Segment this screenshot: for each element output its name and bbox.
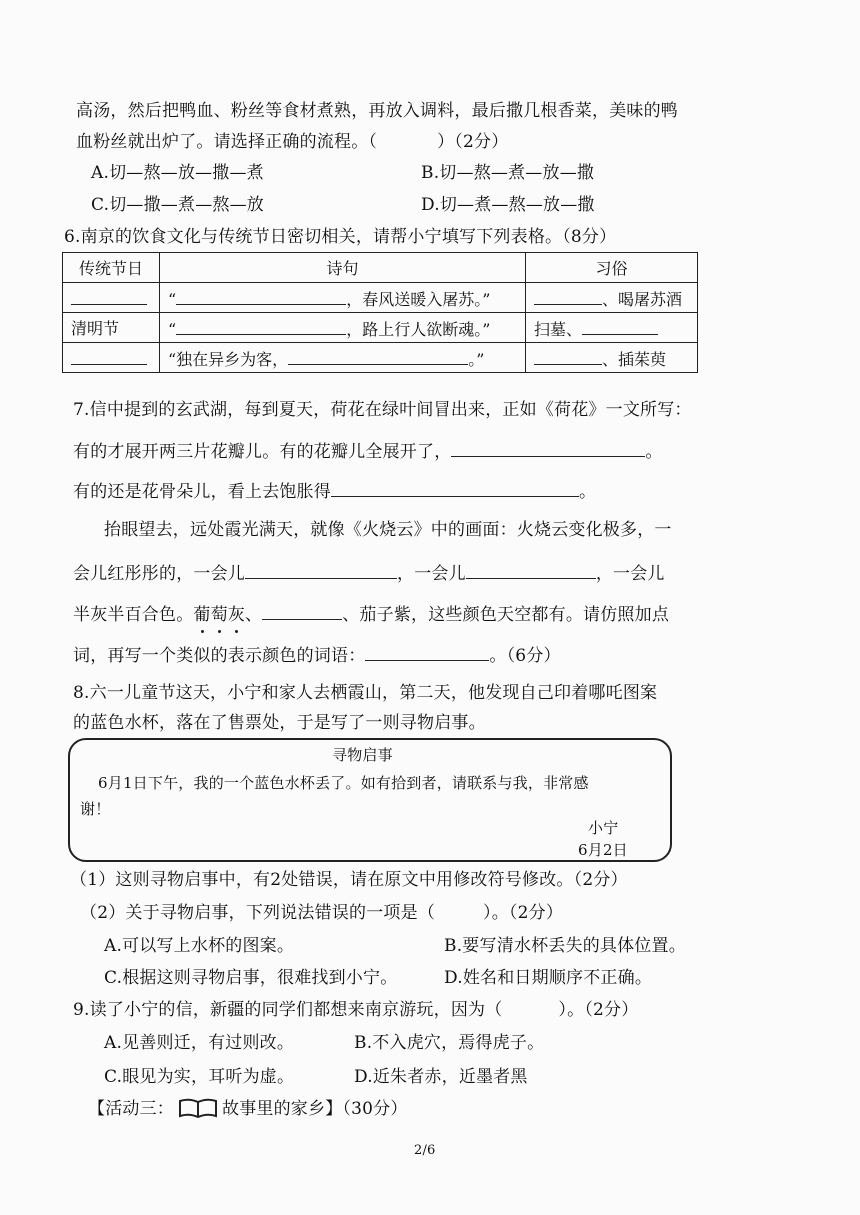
q7-line6 [73, 601, 669, 626]
q8-option-a: A.可以写上水杯的图案。 [104, 936, 295, 956]
poem-text: ，春风送暖入屠苏。” [346, 289, 491, 309]
quote-open: “ [168, 289, 177, 309]
q5-line1: 高汤，然后把鸭血、粉丝等食材煮熟，再放入调料，最后撒几根香菜，美味的鸭 [76, 101, 678, 121]
festival-table [62, 252, 698, 373]
q7-blank[interactable] [365, 642, 489, 661]
poem-cell [160, 343, 526, 373]
q5-line2-text: 血粉丝就出炉了。请选择正确的流程。（ [76, 132, 378, 152]
q9-option-a: A.见善则迁，有过则改。 [104, 1033, 295, 1053]
q7-blank[interactable] [331, 478, 579, 497]
q8-line2: 的蓝色水杯，落在了售票处，于是写了一则寻物启事。 [73, 713, 486, 733]
q8-option-c: C.根据这则寻物启事，很难找到小宁。 [104, 968, 398, 988]
q7-blank[interactable] [262, 601, 342, 620]
lost-notice-box [68, 738, 672, 862]
table-header-row [63, 253, 698, 283]
q7-text: 、 [245, 605, 263, 625]
q9-text: ）。（2分） [558, 1000, 639, 1020]
q6-stem: 6.南京的饮食文化与传统节日密切相关，请帮小宁填写下列表格。（8分） [64, 227, 617, 247]
dotted-char: 萄 [210, 605, 228, 625]
custom-blank[interactable] [534, 346, 602, 365]
poem-blank[interactable] [176, 286, 346, 305]
q5-option-d: D.切—煮—熬—放—撒 [421, 195, 595, 215]
festival-blank[interactable] [71, 346, 147, 365]
activity3-heading [88, 1098, 408, 1120]
custom-blank[interactable] [582, 316, 658, 335]
q7-text: ，一会儿 [397, 564, 466, 584]
custom-text: 、插茱萸 [602, 349, 667, 369]
activity3-prefix: 【活动三： [88, 1099, 174, 1119]
festival-cell [63, 283, 160, 313]
quote-open: “ [168, 319, 177, 339]
custom-text: 、喝屠苏酒 [602, 289, 683, 309]
q7-text: 会儿红彤彤的，一会儿 [73, 564, 245, 584]
notice-signature: 小宁 [588, 819, 619, 837]
poem-cell [160, 313, 526, 343]
q7-text: 半灰半百合色。 [73, 605, 194, 625]
q8-option-d: D.姓名和日期顺序不正确。 [444, 968, 653, 988]
poem-text: 。” [468, 349, 485, 369]
q7-text: 。 [579, 482, 597, 502]
q8-sub2 [80, 902, 563, 924]
table-row [63, 313, 698, 343]
dotted-word [193, 605, 245, 625]
dotted-char: 葡 [193, 605, 211, 625]
header-festival: 传统节日 [63, 253, 160, 283]
table-row [63, 343, 698, 373]
activity3-label: 故事里的家乡】（30分） [222, 1099, 408, 1119]
dotted-char: 灰 [227, 605, 246, 625]
q5-option-b: B.切—熬—煮—放—撒 [421, 163, 595, 183]
q5-line2 [76, 131, 508, 153]
q7-blank[interactable] [466, 560, 596, 579]
q9-option-c: C.眼见为实，耳听为虚。 [104, 1067, 295, 1087]
festival-cell: 清明节 [63, 313, 160, 343]
q7-line5 [73, 560, 665, 585]
custom-cell [526, 313, 698, 343]
q7-line4: 抬眼望去，远处霞光满天，就像《火烧云》中的画面：火烧云变化极多，一 [104, 520, 672, 540]
q9-stem [73, 999, 638, 1021]
q7-blank[interactable] [451, 438, 645, 457]
custom-text: 扫墓、 [534, 319, 583, 339]
q5-option-c: C.切—撒—煮—熬—放 [91, 195, 265, 215]
header-poem: 诗句 [160, 253, 526, 283]
poem-text: ，路上行人欲断魂。” [346, 319, 491, 339]
table-row [63, 283, 698, 313]
q7-line1: 7.信中提到的玄武湖，每到夏天，荷花在绿叶间冒出来，正如《荷花》一文所写： [73, 400, 692, 420]
festival-blank[interactable] [71, 286, 147, 305]
q5-option-a: A.切—熬—放—撒—煮 [91, 163, 264, 183]
q9-text: 9.读了小宁的信，新疆的同学们都想来南京游玩，因为（ [73, 1000, 503, 1020]
poem-text: “独在异乡为客， [168, 349, 289, 369]
q7-line2 [73, 438, 663, 463]
poem-blank[interactable] [288, 346, 468, 365]
q9-option-d: D.近朱者赤，近墨者黑 [354, 1067, 528, 1087]
festival-cell [63, 343, 160, 373]
notice-body-line1: 6月1日下午，我的一个蓝色水杯丢了。如有拾到者，请联系与我，非常感 [98, 774, 589, 792]
q7-text: ，一会儿 [595, 564, 665, 584]
custom-blank[interactable] [534, 286, 602, 305]
header-custom: 习俗 [526, 253, 698, 283]
q7-text: 有的还是花骨朵儿，看上去饱胀得 [73, 482, 331, 502]
q7-blank[interactable] [245, 560, 397, 579]
open-book-icon [178, 1098, 218, 1118]
q9-option-b: B.不入虎穴，焉得虎子。 [354, 1033, 545, 1053]
q7-text: 词，再写一个类似的表示颜色的词语： [73, 646, 366, 666]
q8-line1: 8.六一儿童节这天，小宁和家人去栖霞山，第二天，他发现自己印着哪吒图案 [73, 683, 658, 703]
q7-text: 、茄子紫，这些颜色天空都有。请仿照加点 [342, 605, 670, 625]
q7-text: 。 [645, 442, 663, 462]
q7-text: 。（6分） [489, 646, 561, 666]
q8-text: （2）关于寻物启事，下列说法错误的一项是（ [80, 903, 436, 923]
notice-date: 6月2日 [578, 841, 628, 859]
q7-line3 [73, 478, 596, 503]
q8-sub1: （1）这则寻物启事中，有2处错误，请在原文中用修改符号修改。（2分） [70, 870, 628, 890]
custom-cell [526, 283, 698, 313]
notice-body-line2: 谢！ [80, 800, 111, 818]
q8-option-b: B.要写清水杯丢失的具体位置。 [444, 936, 686, 956]
poem-blank[interactable] [176, 316, 346, 335]
q7-text: 有的才展开两三片花瓣儿。有的花瓣儿全展开了， [73, 442, 452, 462]
q8-text: ）。（2分） [483, 903, 564, 923]
q5-line2-score: ）（2分） [437, 132, 509, 152]
notice-title: 寻物启事 [332, 746, 393, 764]
q7-line7 [73, 642, 561, 667]
page-number: 2/6 [414, 1143, 436, 1158]
poem-cell [160, 283, 526, 313]
custom-cell [526, 343, 698, 373]
